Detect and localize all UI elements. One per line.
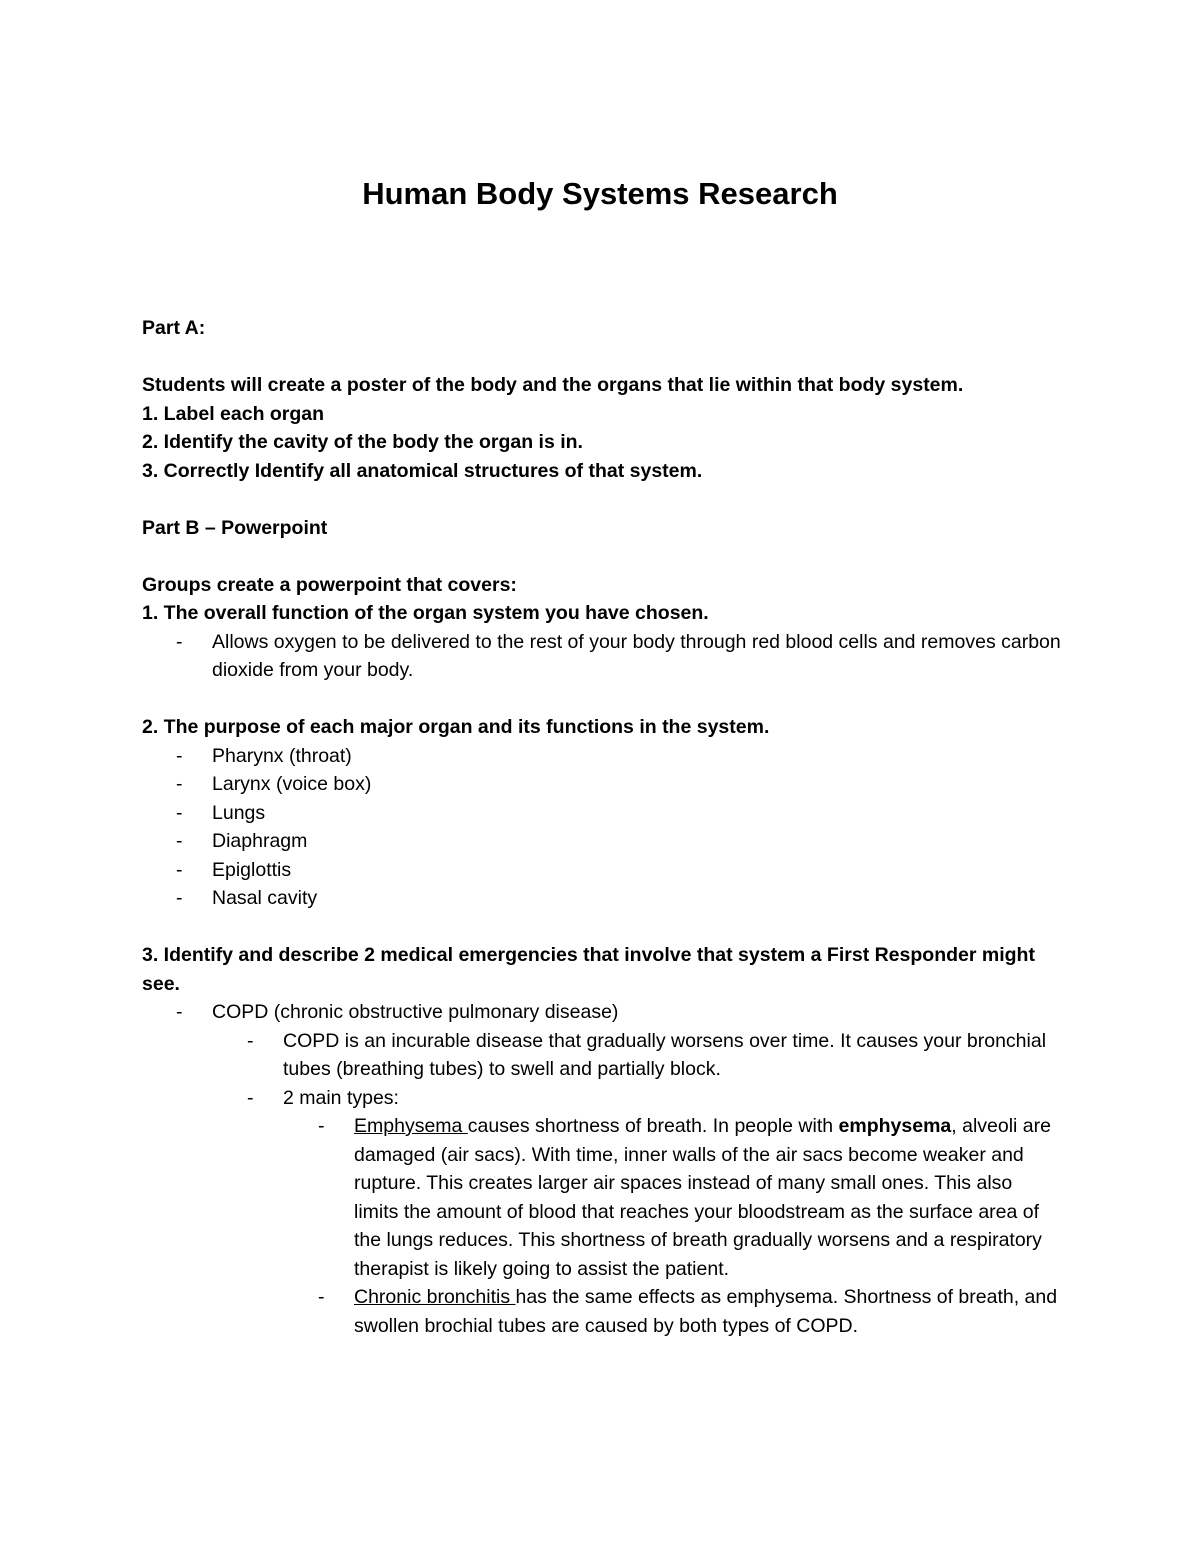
list-item <box>142 628 1062 685</box>
spacer <box>142 343 1062 372</box>
bullet-dash: - <box>176 630 183 653</box>
types-label: 2 main types: <box>283 1086 399 1109</box>
list-item <box>142 827 1062 856</box>
spacer <box>142 542 1062 571</box>
bullet-dash: - <box>247 1029 254 1052</box>
bronchitis-paragraph <box>354 1286 1057 1337</box>
page-title: Human Body Systems Research <box>362 176 838 211</box>
bullet-dash: - <box>247 1086 254 1109</box>
organ-item: Diaphragm <box>212 830 308 852</box>
list-item <box>142 884 1062 913</box>
bronchitis-text: has the same effects as emphysema. Shortness of breath, and swollen brochial tubes are caused by both types of COPD. <box>354 1286 1058 1337</box>
list-item <box>142 998 1062 1027</box>
bullet-dash: - <box>176 887 183 909</box>
copd-description: COPD is an incurable disease that gradually worsens over time. It causes your bronchial tubes (breathing tubes) to swell and partially block. <box>283 1029 1047 1080</box>
question-2: 2. The purpose of each major organ and its functions in the system. <box>142 716 770 738</box>
spacer <box>142 485 1062 514</box>
bullet-dash: - <box>176 801 183 824</box>
list-item <box>142 856 1062 885</box>
organ-item: Nasal cavity <box>212 887 318 909</box>
part-a-heading: Part A: <box>142 317 206 339</box>
organ-item: Larynx (voice box) <box>212 773 372 795</box>
bullet-dash: - <box>176 773 183 795</box>
list-item <box>142 742 1062 771</box>
part-a-intro: Students will create a poster of the body and the organs that lie within that body system. <box>142 374 964 396</box>
organ-item: Pharynx (throat) <box>212 744 352 767</box>
list-item <box>142 1283 1062 1340</box>
emphysema-paragraph <box>354 1115 1051 1280</box>
bullet-dash: - <box>176 744 183 767</box>
part-b-intro: Groups create a powerpoint that covers: <box>142 573 517 596</box>
organ-item: Epiglottis <box>212 858 292 881</box>
bullet-dash: - <box>176 858 183 881</box>
organ-item: Lungs <box>212 801 266 824</box>
part-a-step: 2. Identify the cavity of the body the organ is in. <box>142 431 583 453</box>
question-1: 1. The overall function of the organ system you have chosen. <box>142 602 709 624</box>
spacer <box>142 685 1062 714</box>
copd-item: COPD (chronic obstructive pulmonary disease) <box>212 1001 619 1023</box>
bullet-dash: - <box>318 1286 325 1308</box>
emphysema-text: causes shortness of breath. In people with <box>467 1115 839 1137</box>
document-body <box>142 314 1062 1340</box>
list-item <box>142 799 1062 828</box>
emphysema-text-2: , alveoli are damaged (air sacs). With time, inner walls of the air sacs become weaker and rupture. This creates larger air spaces instead of many small ones. This also limits the amount of blood that reaches your bloodstream as the surface area of the lungs reduces. This shortness of breath gradually worsens and a respiratory therapist is likely going to assist the patient. <box>354 1115 1051 1280</box>
part-b-heading: Part B – Powerpoint <box>142 516 328 539</box>
spacer <box>142 913 1062 942</box>
bullet-dash: - <box>318 1115 325 1137</box>
bullet-dash: - <box>176 1001 183 1023</box>
bullet-dash: - <box>176 830 183 852</box>
list-item <box>142 1112 1062 1283</box>
emphysema-term: Emphysema <box>354 1115 468 1137</box>
part-a-step: 1. Label each organ <box>142 402 325 425</box>
question-3: 3. Identify and describe 2 medical emergencies that involve that system a First Responder might see. <box>142 944 1035 995</box>
list-item <box>142 1084 1062 1113</box>
emphysema-bold: emphysema <box>838 1115 952 1137</box>
bronchitis-term: Chronic bronchitis <box>354 1286 516 1308</box>
list-item <box>142 770 1062 799</box>
answer-1: Allows oxygen to be delivered to the rest of your body through red blood cells and removes carbon dioxide from your body. <box>212 630 1061 681</box>
part-a-step: 3. Correctly Identify all anatomical structures of that system. <box>142 459 703 482</box>
list-item <box>142 1027 1062 1084</box>
